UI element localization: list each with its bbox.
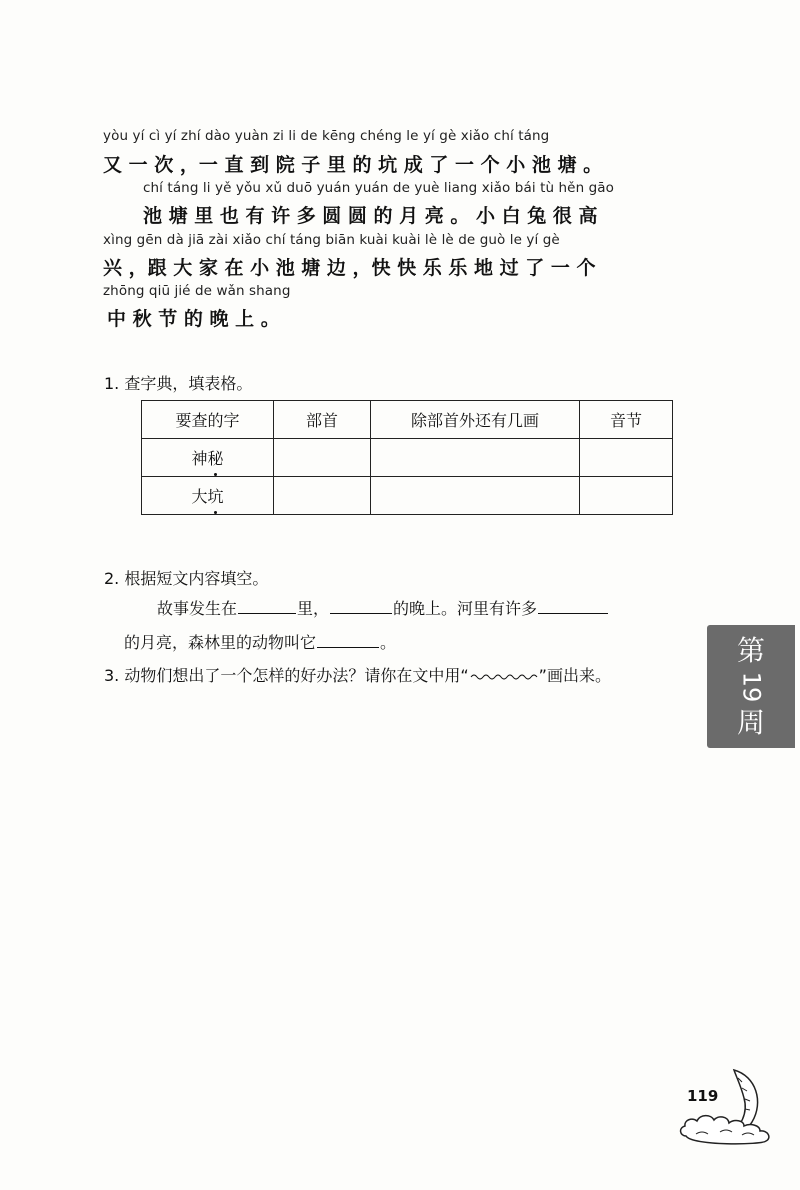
answer-cell[interactable] bbox=[580, 439, 673, 477]
word-cell bbox=[142, 439, 274, 477]
table-row bbox=[142, 477, 673, 515]
story-hanzi-line-2: 池 塘 里 也 有 许 多 圆 圆 的 月 亮 。 小 白 兔 很 高 bbox=[143, 205, 598, 227]
q3-line bbox=[104, 663, 611, 686]
q3-text: ”画出来。 bbox=[538, 666, 611, 685]
dotted-char: 秘 bbox=[208, 446, 224, 469]
dictionary-table bbox=[141, 400, 673, 515]
week-tab-prefix: 第 bbox=[736, 633, 765, 667]
story-hanzi-line-3: 兴 ，跟 大 家 在 小 池 塘 边 ，快 快 乐 乐 地 过 了 一 个 bbox=[103, 257, 596, 279]
page-number: 119 bbox=[687, 1087, 719, 1105]
story-pinyin-line-1: yòu yí cì yí zhí dào yuàn zi li de kēng chéng le yí gè xiǎo chí táng bbox=[103, 128, 550, 144]
q2-text: 里， bbox=[297, 599, 330, 618]
q2-text: 故事发生在 bbox=[157, 599, 238, 618]
moon-cloud-icon bbox=[676, 1062, 776, 1152]
fill-blank[interactable] bbox=[538, 599, 608, 614]
wavy-line-icon bbox=[469, 671, 539, 681]
q2-line-2 bbox=[124, 630, 396, 653]
header-cell: 除部首外还有几画 bbox=[371, 401, 580, 439]
header-cell: 要查的字 bbox=[142, 401, 274, 439]
dotted-char: 坑 bbox=[208, 484, 224, 507]
answer-cell[interactable] bbox=[371, 439, 580, 477]
story-pinyin-line-2: chí táng li yě yǒu xǔ duō yuán yuán de yuè liang xiǎo bái tù hěn gāo bbox=[143, 180, 615, 196]
q2-text: 的月亮，森林里的动物叫它 bbox=[124, 633, 317, 652]
q2-line-1 bbox=[157, 596, 609, 619]
story-pinyin-line-4: zhōng qiū jié de wǎn shang bbox=[103, 283, 291, 299]
q2-text: 的晚上。河里有许多 bbox=[393, 599, 538, 618]
story-hanzi-line-4: 中 秋 节 的 晚 上 。 bbox=[107, 308, 280, 330]
header-cell: 音节 bbox=[580, 401, 673, 439]
fill-blank[interactable] bbox=[330, 599, 392, 614]
q2-text: 。 bbox=[380, 633, 397, 652]
q3-text: 3. 动物们想出了一个怎样的好办法？请你在文中用“ bbox=[104, 666, 469, 685]
fill-blank[interactable] bbox=[317, 633, 379, 648]
fill-blank[interactable] bbox=[238, 599, 296, 614]
word-char: 神 bbox=[191, 449, 208, 468]
answer-cell[interactable] bbox=[274, 477, 371, 515]
story-pinyin-line-3: xìng gēn dà jiā zài xiǎo chí táng biān kuài kuài lè lè de guò le yí gè bbox=[103, 232, 560, 248]
header-cell: 部首 bbox=[274, 401, 371, 439]
q2-title: 2. 根据短文内容填空。 bbox=[104, 569, 269, 588]
q1-title: 1. 查字典，填表格。 bbox=[104, 374, 253, 393]
answer-cell[interactable] bbox=[371, 477, 580, 515]
word-cell bbox=[142, 477, 274, 515]
week-tab-number: 19 bbox=[736, 671, 765, 702]
table-header-row bbox=[142, 401, 673, 439]
story-hanzi-line-1: 又 一 次 ，一 直 到 院 子 里 的 坑 成 了 一 个 小 池 塘 。 bbox=[103, 154, 603, 176]
table-row bbox=[142, 439, 673, 477]
answer-cell[interactable] bbox=[580, 477, 673, 515]
week-tab bbox=[707, 625, 795, 748]
week-tab-suffix: 周 bbox=[736, 705, 765, 739]
word-char: 大 bbox=[191, 487, 208, 506]
answer-cell[interactable] bbox=[274, 439, 371, 477]
